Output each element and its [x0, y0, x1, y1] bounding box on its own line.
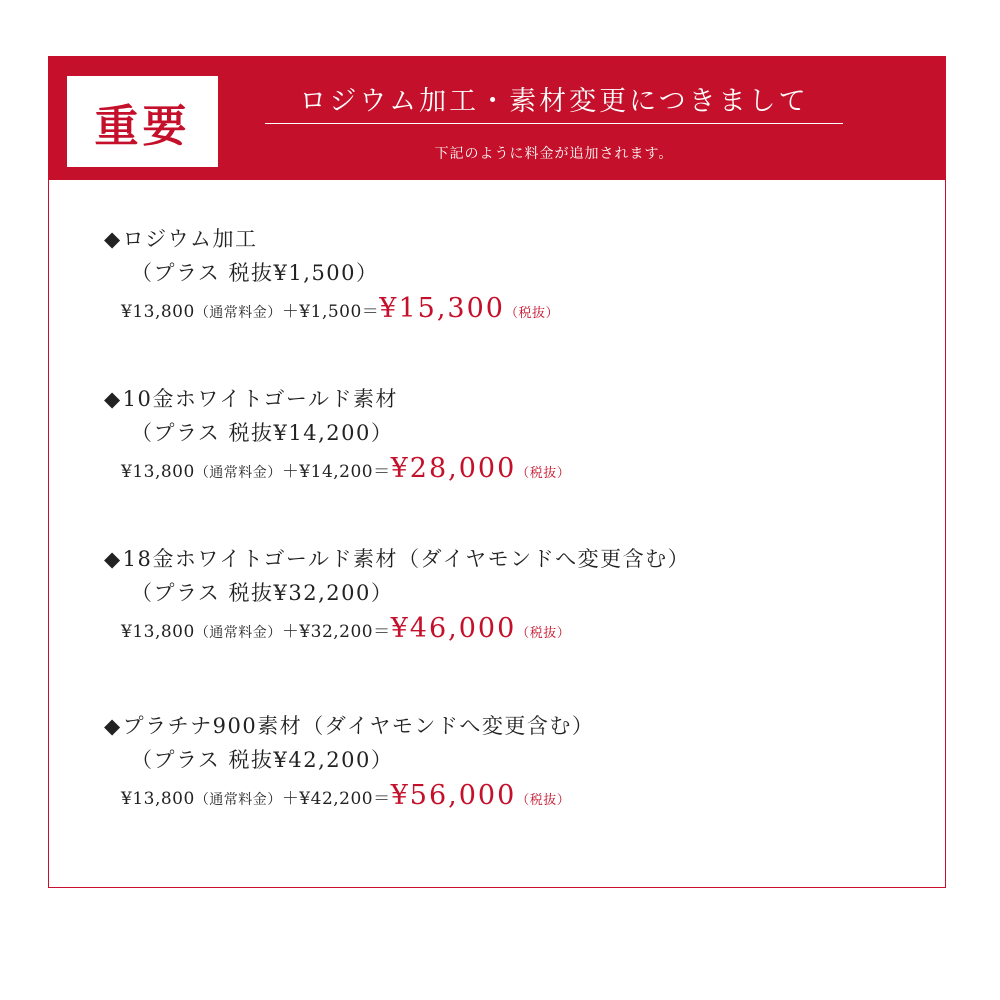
base-price: ¥13,800 — [121, 789, 195, 809]
price-item-10k-white-gold — [104, 382, 570, 488]
title-divider — [265, 123, 843, 124]
item-calculation — [104, 777, 594, 815]
item-title-text: 18金ホワイトゴールド素材（ダイヤモンドへ変更含む） — [122, 547, 691, 571]
item-calculation — [104, 290, 559, 328]
notice-title: ロジウム加工・素材変更につきまして — [299, 86, 809, 117]
base-price-note: （通常料金） — [194, 305, 282, 321]
item-title — [104, 382, 570, 416]
item-title-text: 10金ホワイトゴールド素材 — [122, 387, 398, 411]
surcharge-addition: ＋¥1,500＝ — [281, 302, 380, 322]
item-surcharge: （プラス 税抜¥14,200） — [131, 421, 394, 445]
item-calculation — [104, 610, 690, 648]
item-surcharge: （プラス 税抜¥1,500） — [131, 261, 379, 285]
base-price-note: （通常料金） — [194, 625, 282, 641]
item-title — [104, 709, 594, 743]
diamond-bullet-icon: ◆ — [104, 387, 122, 411]
tax-note: （税抜） — [516, 793, 571, 808]
diamond-bullet-icon: ◆ — [104, 227, 122, 251]
price-item-rhodium — [104, 222, 559, 328]
item-calculation — [104, 450, 570, 488]
total-price: ¥56,000 — [390, 780, 517, 811]
base-price: ¥13,800 — [121, 462, 195, 482]
tax-note: （税抜） — [504, 306, 559, 321]
item-surcharge: （プラス 税抜¥32,200） — [131, 581, 394, 605]
diamond-bullet-icon: ◆ — [104, 547, 122, 571]
price-item-platinum-900 — [104, 709, 594, 815]
total-price: ¥28,000 — [390, 453, 517, 484]
total-price: ¥46,000 — [390, 613, 517, 644]
tax-note: （税抜） — [516, 466, 571, 481]
total-price: ¥15,300 — [379, 293, 505, 324]
base-price: ¥13,800 — [121, 622, 195, 642]
notice-subtitle: 下記のように料金が追加されます。 — [434, 146, 674, 162]
price-item-18k-white-gold — [104, 542, 690, 648]
tax-note: （税抜） — [516, 626, 571, 641]
important-badge-label: 重要 — [94, 100, 191, 152]
base-price-note: （通常料金） — [194, 792, 282, 808]
base-price-note: （通常料金） — [194, 465, 282, 481]
item-title-text: プラチナ900素材（ダイヤモンドへ変更含む） — [122, 714, 595, 738]
diamond-bullet-icon: ◆ — [104, 714, 122, 738]
item-title — [104, 542, 690, 576]
item-title-text: ロジウム加工 — [122, 227, 258, 251]
surcharge-addition: ＋¥42,200＝ — [281, 789, 391, 809]
important-badge — [67, 76, 218, 167]
surcharge-addition: ＋¥32,200＝ — [281, 622, 391, 642]
surcharge-addition: ＋¥14,200＝ — [281, 462, 391, 482]
base-price: ¥13,800 — [121, 302, 195, 322]
price-notice-panel — [48, 56, 946, 888]
item-surcharge: （プラス 税抜¥42,200） — [131, 748, 394, 772]
item-title — [104, 222, 559, 256]
notice-header — [49, 57, 945, 180]
